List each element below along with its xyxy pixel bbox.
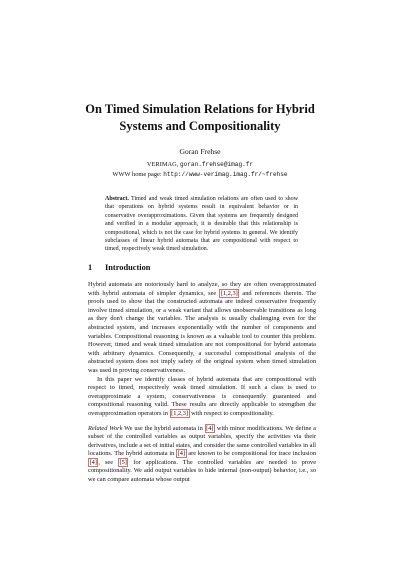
affiliation-prefix: VERIMAG, [146, 161, 180, 168]
homepage-link[interactable]: http://www-verimag.imag.fr/~frehse [163, 170, 288, 178]
title-line-1: On Timed Simulation Relations for Hybrid [85, 102, 315, 116]
related-text-b: with minor modifications. We define a subset of the controlled variables as output variables, specify the activities via their derivatives, include a set of initial states, and consider the same controlled variables in all locations. The hybrid automata in [88, 424, 316, 458]
abstract-label: Abstract. [105, 196, 129, 202]
citation-link[interactable]: [5] [119, 458, 127, 466]
related-text-d: , see [98, 458, 118, 466]
section-title: Introduction [105, 263, 151, 272]
homepage-line [0, 170, 400, 180]
email-link[interactable]: goran.frehse@imag.fr [179, 161, 254, 168]
intro-paragraph-1 [88, 281, 316, 376]
citation-link[interactable]: [4] [177, 450, 186, 458]
intro-p2-text-b: with respect to compositionality. [189, 409, 274, 417]
paper-title [0, 101, 400, 135]
citation-link[interactable]: [1,2,3] [171, 409, 188, 417]
abstract [105, 195, 298, 254]
section-number: 1 [88, 263, 93, 272]
affiliation [0, 160, 400, 179]
related-text-a: We use the hybrid automata in [122, 424, 205, 432]
related-text-e: for applications. The controlled variables are needed to prove compositionality. We add output variables to hide internal (non-output) behavior, i.e., so we can compare automata whose output [88, 458, 317, 484]
abstract-text: Timed and weak timed simulation relations are often used to show that operations on hybrid systems result in equivalent behavior or in conservative overapproximations. Given that systems are frequently designed and verified in a modular approach, it is desirable that this relationship is compositional, which is not the case for hybrid systems in general. We identify subclasses of linear hybrid automata that are compositional with respect to timed, respectively weak timed simulation. [105, 196, 298, 253]
intro-p1-text-b: and references therein. The proofs used to show that the constructed automata are indeed conservative frequently involve timed simulation, or a weak variant that allows unobservable transitions as long as they don't change the variables. The analysis is usually challenging even for the abstracted system, and increases exponentially with the number of components and variables. Compositional reasoning is known as a valuable tool to counter this problem. However, timed and weak timed simulation are not compositional for hybrid automata with arbitrary dynamics. Consequently, a successful compositional analysis of the abstracted system does not imply safety of the original system when timed simulation was used in proving conservativeness. [88, 289, 316, 374]
related-work-paragraph [88, 425, 316, 485]
intro-paragraph-2 [88, 376, 316, 419]
homepage-prefix: WWW home page: [112, 170, 164, 178]
affiliation-line [0, 160, 400, 170]
author-name: Goran Frehse [179, 147, 221, 156]
citation-link[interactable]: [4] [89, 458, 97, 466]
intro-p1-text-a: Hybrid automata are notoriously hard to analyze, so they are often overapproximated with hybrid automata of simpler dynamics, see [88, 281, 316, 297]
related-work-label: Related Work [88, 424, 123, 432]
citation-link[interactable]: [1,2,3] [220, 289, 238, 297]
section-body [88, 281, 316, 485]
intro-p2-text-a: In this paper we identify classes of hybrid automata that are compositional with respect to timed, respectively weak timed simulation. If such a class is used to overapproximate a system, conservativeness is consequently guaranteed and compositional reasoning valid. These results are directly applicable to strengthen the overapproximation operators in [88, 375, 316, 417]
related-text-c: are known to be compositional for trace inclusion [186, 450, 316, 458]
citation-link[interactable]: [4] [206, 424, 214, 432]
title-line-2: Systems and Compositionality [119, 119, 281, 133]
section-heading [88, 263, 150, 272]
